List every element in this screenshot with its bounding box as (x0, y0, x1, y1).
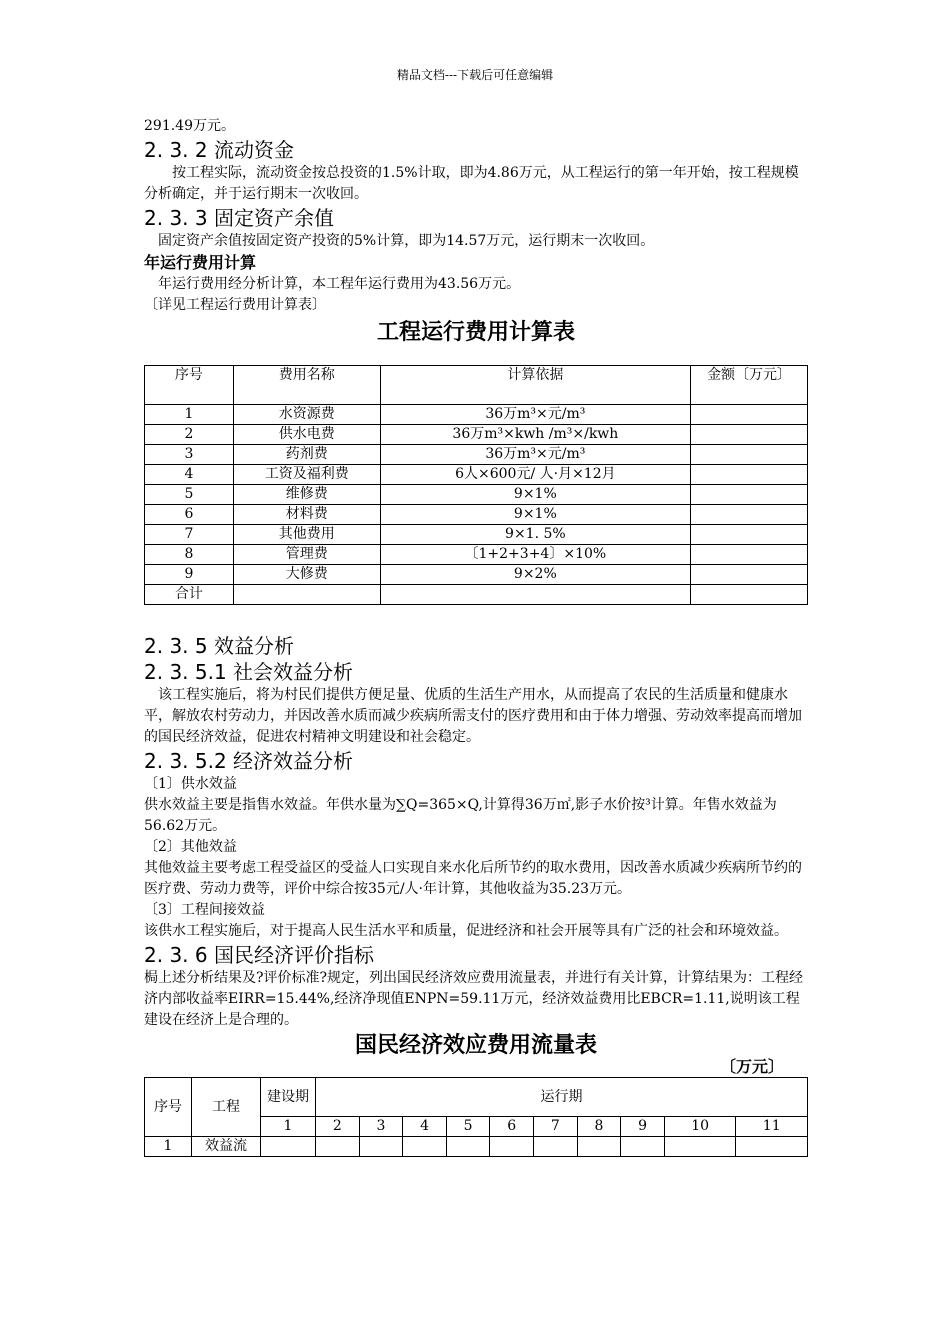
heading-2-3-5: 2. 3. 5 效益分析 (144, 634, 294, 658)
table1-cell-amount (691, 525, 808, 545)
table2-cell-value (664, 1137, 736, 1157)
table2-year-cell: 3 (359, 1117, 403, 1137)
paragraph-2-3-6: 梮上述分析结果及?评价标准?规定，列出国民经济效应费用流量表，并进行有关计算，计算结果为：工程经济内部收益率EIRR=15.44%,经济净现值ENPN=59.11万元，经济效益费用比EBCR=1.11,说明该工程建设在经济上是合理的。 (144, 970, 804, 1028)
table1-cell-amount (691, 545, 808, 565)
table-row (145, 445, 808, 465)
table2-year-cell: 6 (490, 1117, 534, 1137)
table1-cell-basis: 9×2% (380, 565, 691, 585)
table1-cell-name: 水资源费 (233, 405, 380, 425)
table-row (145, 485, 808, 505)
table1-cell-amount (691, 565, 808, 585)
table2-cell-value (577, 1137, 621, 1157)
heading-2-3-3: 2. 3. 3 固定资产余值 (144, 206, 334, 230)
table1-header-amount: 金额〔万元〕 (691, 366, 808, 405)
heading-2-3-2: 2. 3. 2 流动资金 (144, 138, 294, 162)
table1-cell-amount (691, 505, 808, 525)
table1-header-row (145, 366, 808, 405)
table-row (145, 545, 808, 565)
table2-cell-value (261, 1137, 316, 1157)
table2-cell-value (403, 1137, 447, 1157)
table1-title: 工程运行费用计算表 (376, 320, 575, 345)
table1-cell-amount (691, 485, 808, 505)
table2-header-build: 建设期 (261, 1078, 316, 1117)
table1-cell-basis: 6人×600元/ 人·月×12月 (380, 465, 691, 485)
table1-header-basis: 计算依据 (380, 366, 691, 405)
table2-year-cell: 10 (664, 1117, 736, 1137)
table-row (145, 405, 808, 425)
table-row (145, 465, 808, 485)
table1-cell-basis: 9×1% (380, 485, 691, 505)
document-body (144, 116, 808, 1157)
table2-year-cell: 5 (446, 1117, 490, 1137)
paragraph-water-benefit: 供水效益主要是指售水效益。年供水量为∑Q=365×Q,计算得36万㎡,影子水价按³计算。年售水效益为56.62万元。 (144, 797, 777, 834)
table1-cell-amount (691, 465, 808, 485)
table-row (145, 425, 808, 445)
table1-cell-basis: 36万m³×元/m³ (380, 445, 691, 465)
heading-annual-cost: 年运行费用计算 (144, 253, 257, 272)
table1-cell-no: 4 (145, 465, 234, 485)
table1-cell-name: 药剂费 (233, 445, 380, 465)
table2-unit: 〔万元〕 (719, 1057, 784, 1076)
table1-cell-no: 8 (145, 545, 234, 565)
table2-header-row (145, 1078, 808, 1117)
paragraph-2-3-5-1: 该工程实施后，将为村民们提供方便足量、优质的生活生产用水，从而提高了农民的生活质量和健康水平，解放农村劳动力，并因改善水质而减少疾病所需支付的医疗费用和由于体力增强、劳动效率提高而增加的国民经济效益，促进农村精神文明建设和社会稳定。 (144, 687, 802, 745)
table1-cell-no: 1 (145, 405, 234, 425)
cost-flow-table (144, 1077, 808, 1157)
table2-cell-value (736, 1137, 808, 1157)
table1-header-name: 费用名称 (233, 366, 380, 405)
table2-title: 国民经济效应费用流量表 (354, 1033, 597, 1058)
table1-cell-no: 9 (145, 565, 234, 585)
table1-cell-no: 6 (145, 505, 234, 525)
table2-year-cell: 4 (403, 1117, 447, 1137)
table1-cell-amount (691, 445, 808, 465)
table2-header-run: 运行期 (316, 1078, 808, 1117)
table2-header-project: 工程 (192, 1078, 261, 1137)
table1-cell-amount (691, 585, 808, 605)
table1-cell-basis: 9×1% (380, 505, 691, 525)
table-row (145, 565, 808, 585)
table1-cell-name: 维修费 (233, 485, 380, 505)
table2-cell-value (534, 1137, 578, 1157)
table1-cell-basis: 36万m³×kwh /m³×/kwh (380, 425, 691, 445)
table2-cell-no: 1 (145, 1137, 192, 1157)
table1-cell-name: 管理费 (233, 545, 380, 565)
paragraph-other-benefit: 其他效益主要考虑工程受益区的受益人口实现自来水化后所节约的取水费用，因改善水质减少疾病所节约的医疗费、劳动力费等，评价中综合按35元/人·年计算，其他收益为35.23万元。 (144, 860, 802, 897)
table2-year-cell: 8 (577, 1117, 621, 1137)
table1-cell-basis: 〔1+2+3+4〕×10% (380, 545, 691, 565)
table2-cell-value (621, 1137, 665, 1157)
table-row (145, 525, 808, 545)
table2-cell-value (359, 1137, 403, 1157)
table1-cell-no: 5 (145, 485, 234, 505)
paragraph-top: 291.49万元。 (144, 118, 235, 134)
paragraph-see-table: 〔详见工程运行费用计算表〕 (144, 297, 326, 313)
heading-2-3-6: 2. 3. 6 国民经济评价指标 (144, 943, 374, 967)
table1-cell-no: 2 (145, 425, 234, 445)
table-row (145, 1137, 808, 1157)
page-header: 精品文档---下载后可任意编辑 (396, 68, 554, 82)
subheading-water-benefit: 〔1〕供水效益 (144, 776, 237, 792)
table1-cell-basis (380, 585, 691, 605)
table1-header-no: 序号 (145, 366, 234, 405)
table1-cell-no: 3 (145, 445, 234, 465)
table2-year-cell: 1 (261, 1117, 316, 1137)
table2-year-cell: 9 (621, 1117, 665, 1137)
table2-year-cell: 11 (736, 1117, 808, 1137)
table-row (145, 505, 808, 525)
table1-cell-name: 其他费用 (233, 525, 380, 545)
table1-cell-amount (691, 405, 808, 425)
paragraph-annual-cost: 年运行费用经分析计算，本工程年运行费用为43.56万元。 (158, 276, 521, 292)
table2-cell-value (490, 1137, 534, 1157)
table2-year-cell: 2 (316, 1117, 360, 1137)
operating-cost-table (144, 365, 808, 605)
table2-cell-value (446, 1137, 490, 1157)
heading-2-3-5-2: 2. 3. 5.2 经济效益分析 (144, 749, 354, 773)
table1-cell-name: 工资及福利费 (233, 465, 380, 485)
table1-cell-name: 大修费 (233, 565, 380, 585)
table1-cell-no: 7 (145, 525, 234, 545)
paragraph-indirect-benefit: 该供水工程实施后，对于提高人民生活水平和质量，促进经济和社会开展等具有广泛的社会和环境效益。 (144, 923, 788, 939)
subheading-indirect-benefit: 〔3〕工程间接效益 (144, 902, 265, 918)
table1-cell-basis: 9×1. 5% (380, 525, 691, 545)
table1-cell-name: 材料费 (233, 505, 380, 525)
table2-header-no: 序号 (145, 1078, 192, 1137)
table1-cell-basis: 36万m³×元/m³ (380, 405, 691, 425)
table1-cell-amount (691, 425, 808, 445)
heading-2-3-5-1: 2. 3. 5.1 社会效益分析 (144, 660, 354, 684)
subheading-other-benefit: 〔2〕其他效益 (144, 839, 237, 855)
paragraph-2-3-2: 按工程实际，流动资金按总投资的1.5%计取，即为4.86万元，从工程运行的第一年开始，按工程规模分析确定，并于运行期末一次收回。 (144, 165, 799, 202)
table2-cell-value (316, 1137, 360, 1157)
table1-cell-name: 供水电费 (233, 425, 380, 445)
table-row (145, 585, 808, 605)
paragraph-2-3-3: 固定资产余值按固定资产投资的5%计算，即为14.57万元，运行期末一次收回。 (158, 233, 655, 249)
table1-cell-name (233, 585, 380, 605)
table2-year-cell: 7 (534, 1117, 578, 1137)
table1-cell-no: 合计 (145, 585, 234, 605)
table2-cell-name: 效益流 (192, 1137, 261, 1157)
